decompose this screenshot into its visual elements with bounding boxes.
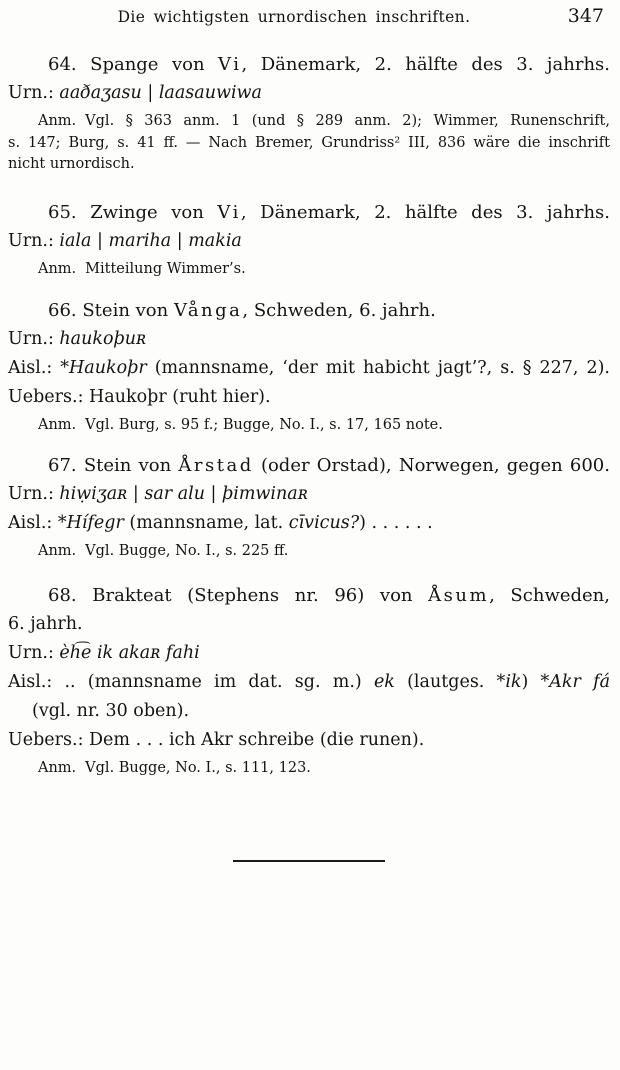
annotation-line (8, 758, 610, 780)
text-segment: Vgl. Bugge, No. I., s. 111, 123. (85, 760, 311, 776)
entry-68-aisl-continuation (8, 697, 610, 726)
text-segment: Vgl. Burg, s. 95 f.; Bugge, No. I., s. 17, 165 note. (85, 417, 443, 433)
annotation-line (8, 259, 610, 281)
text-segment: aaðaʒasu | laasauwiwa (59, 83, 262, 103)
text-segment: , Schweden, (489, 585, 610, 606)
text-segment: Vånga (173, 300, 243, 321)
text-segment: Urn.: (8, 83, 60, 103)
text-segment: Akr fá (549, 672, 611, 692)
entry-64-urn-line (8, 79, 610, 108)
text-segment: (mannsname, ‘der mit habicht jagt’?, s. § 227, 2). (146, 358, 610, 378)
annotation-line (8, 415, 610, 437)
entry-67-annotation (8, 541, 610, 563)
text-segment: , Dänemark, 2. hälfte des 3. jahrhs. (241, 54, 610, 75)
text-segment: Anm. (38, 542, 77, 559)
entry-66-aisl-line (8, 354, 610, 383)
text-segment: èh͡e ik akaʀ fahi (59, 643, 200, 663)
text-segment: Vi (218, 54, 242, 75)
entry-67-aisl-line (8, 509, 610, 538)
text-segment: 67. Stein von (48, 454, 179, 476)
entry-64-heading (8, 50, 610, 79)
text-segment: Vgl. Bugge, No. I., s. 225 ff. (85, 542, 289, 559)
text-segment: 68. Brakteat (Stephens nr. 96) von (48, 585, 429, 606)
running-title: Die wichtigsten urnordischen inschriften. (117, 8, 471, 26)
text-segment: Anm. (38, 113, 77, 129)
entry-66-urn-line (8, 325, 610, 354)
entry-66 (8, 296, 610, 437)
text-segment: cīvicus? (288, 512, 360, 533)
text-segment: Uebers.: Haukoþr (ruht hier). (8, 387, 271, 407)
text-segment: (mannsname, lat. (123, 512, 289, 533)
text-segment: iala | mariha | makia (59, 230, 242, 251)
text-segment: Aisl.: .. (mannsname im dat. sg. m.) (8, 672, 374, 692)
text-segment: ) * (521, 672, 550, 692)
text-segment: , Dänemark, 2. hälfte des 3. jahrhs. (240, 201, 610, 223)
entry-66-heading (8, 296, 610, 325)
annotation-line (8, 541, 610, 563)
text-segment: Anm. (38, 260, 77, 277)
entry-68-urn-line (8, 639, 610, 668)
text-segment: Åsum (428, 585, 490, 606)
text-segment: Hífegr (66, 512, 124, 533)
annotation-line (8, 111, 610, 133)
entry-67 (8, 451, 610, 563)
text-segment: (vgl. nr. 30 oben). (32, 701, 190, 721)
text-segment: Urn.: (8, 643, 60, 663)
text-segment: ik (505, 672, 522, 692)
text-segment: Aisl.: * (8, 358, 70, 378)
text-segment: haukoþuʀ (59, 329, 147, 349)
entry-64 (8, 50, 610, 176)
text-segment: hiẉiʒaʀ | sar alu | þimwinaʀ (59, 483, 308, 504)
text-segment: , Schweden, 6. jahrh. (242, 300, 436, 321)
entry-68 (8, 581, 610, 780)
annotation-line (8, 133, 610, 155)
running-header (8, 5, 610, 32)
text-segment: 6. jahrh. (8, 614, 83, 634)
entry-68-annotation (8, 758, 610, 780)
entry-68-uebers-line (8, 726, 610, 755)
text-segment: Uebers.: Dem . . . ich Akr schreibe (die runen). (8, 730, 425, 750)
entry-68-heading (8, 581, 610, 610)
text-segment: Haukoþr (69, 358, 147, 378)
text-segment: Aisl.: * (8, 512, 67, 533)
text-segment: ) . . . . . . (359, 512, 433, 533)
text-segment: Urn.: (8, 483, 60, 504)
entry-68-heading-continuation (8, 610, 610, 639)
text-segment: Vi (217, 201, 241, 223)
text-segment: Anm. (38, 760, 77, 776)
entry-65-annotation (8, 259, 610, 281)
text-segment: Årstad (178, 454, 254, 476)
annotation-line (8, 154, 610, 176)
text-segment: 65. Zwinge von (48, 201, 218, 223)
entry-66-uebers-line (8, 383, 610, 412)
entry-65-urn-line (8, 227, 610, 256)
text-segment: s. 147; Burg, s. 41 ff. — Nach Bremer, Grundriss² III, 836 wäre die inschrift (8, 134, 610, 151)
entry-65 (8, 198, 610, 281)
text-segment: Mitteilung Wimmer’s. (85, 260, 246, 277)
text-segment: (oder Orstad), Norwegen, gegen 600. (253, 454, 610, 476)
text-segment: nicht urnordisch. (8, 156, 135, 172)
text-segment: Urn.: (8, 329, 60, 349)
entry-67-heading (8, 451, 610, 480)
text-segment: 64. Spange von (48, 54, 219, 75)
text-segment: ek (373, 672, 395, 692)
entry-68-aisl-line (8, 668, 610, 697)
entry-66-annotation (8, 415, 610, 437)
text-segment: (lautges. * (394, 672, 506, 692)
text-segment: Anm. (38, 417, 77, 433)
text-segment: Vgl. § 363 anm. 1 (und § 289 anm. 2); Wimmer, Runenschrift, (85, 113, 610, 129)
text-segment: Urn.: (8, 230, 60, 251)
entry-65-heading (8, 198, 610, 227)
section-divider (233, 860, 385, 862)
text-segment: 66. Stein von (48, 300, 174, 321)
entry-64-annotation (8, 111, 610, 176)
entry-67-urn-line (8, 480, 610, 509)
page-number: 347 (567, 5, 604, 27)
